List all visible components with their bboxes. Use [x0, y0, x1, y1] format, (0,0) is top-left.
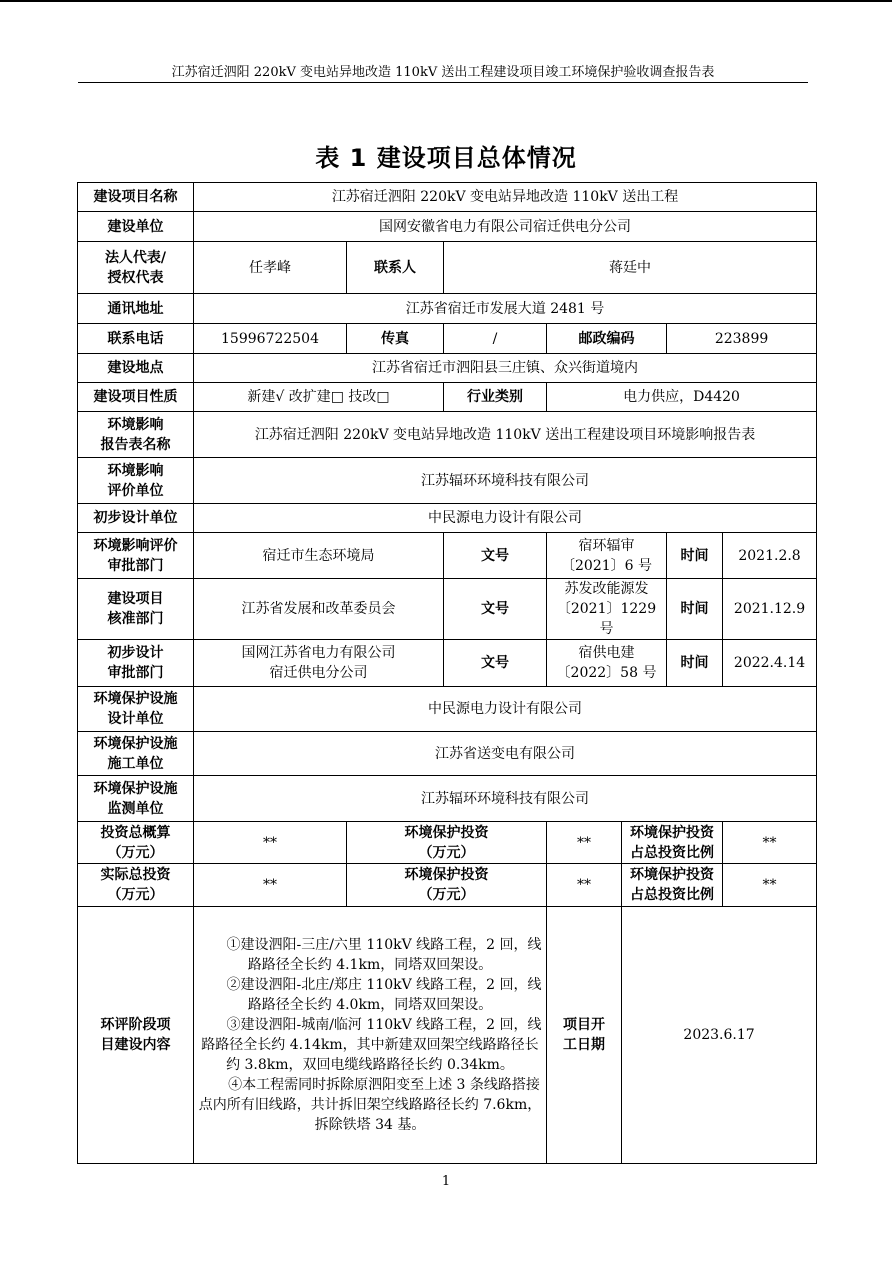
design-approval-label-line2: 审批部门: [107, 665, 164, 681]
legal-rep-label: [78, 242, 194, 294]
eia-approval-doc-label: 文号: [444, 533, 547, 579]
project-approval-value: 江苏省发展和改革委员会: [194, 579, 444, 640]
eia-report-label: [78, 412, 194, 458]
budget-env-label: [347, 822, 547, 864]
content-item-4: ④本工程需同时拆除原泗阳变至上述 3 条线路搭接点内所有旧线路，共计拆旧架空线路路径长约 7.6km，拆除铁塔 34 基。: [198, 1077, 542, 1133]
env-construction-label-line2: 施工单位: [107, 755, 164, 772]
industry-value: 电力供应，D4420: [547, 383, 817, 412]
row-design-approval: [78, 640, 817, 687]
design-approval-value-line1: 国网江苏省电力有限公司: [241, 645, 396, 661]
env-construction-label-line1: 环境保护设施: [93, 735, 178, 752]
design-approval-value: [194, 640, 444, 687]
industry-label: 行业类别: [444, 383, 547, 412]
budget-env-label-line2: （万元）: [418, 844, 475, 861]
start-date-label: [547, 907, 622, 1164]
content-label-line2: 目建设内容: [100, 1037, 171, 1053]
row-env-construction: [78, 732, 817, 776]
budget-value: **: [194, 822, 347, 864]
actual-env-label-line1: 环境保护投资: [404, 867, 489, 883]
row-legal-rep: [78, 242, 817, 294]
row-prelim-design: [78, 504, 817, 533]
eia-approval-label-line2: 审批部门: [107, 557, 164, 574]
nature-label: 建设项目性质: [78, 383, 194, 412]
env-design-label-line2: 设计单位: [107, 711, 164, 727]
eia-report-value: 江苏宿迁泗阳 220kV 变电站异地改造 110kV 送出工程建设项目环境影响报告表: [194, 412, 817, 458]
legal-rep-label-line1: 法人代表/: [104, 249, 167, 266]
nature-value: 新建√ 改扩建□ 技改□: [194, 383, 444, 412]
contact-value: 蒋廷中: [444, 242, 817, 294]
project-approval-doc-value: 苏发改能源发〔2021〕1229 号: [547, 579, 667, 640]
env-design-value: 中民源电力设计有限公司: [194, 687, 817, 732]
design-approval-doc-value: 宿供电建〔2022〕58 号: [547, 640, 667, 687]
eia-approval-label-line1: 环境影响评价: [93, 537, 178, 554]
row-budget: [78, 822, 817, 864]
content-item-2: ②建设泗阳-北庄/郑庄 110kV 线路工程，2 回，线路路径全长约 4.0km，同塔双回架设。: [226, 977, 542, 1013]
budget-ratio-label-line1: 环境保护投资: [630, 824, 714, 841]
budget-label-line2: （万元）: [107, 844, 164, 861]
prelim-design-value: 中民源电力设计有限公司: [194, 504, 817, 533]
design-approval-label-line1: 初步设计: [107, 645, 164, 661]
eia-report-label-line2: 报告表名称: [100, 436, 171, 453]
project-overview-table: [77, 182, 817, 1164]
start-date-label-line1: 项目开: [563, 1017, 605, 1033]
actual-ratio-label-line1: 环境保护投资: [630, 867, 714, 883]
row-eia-report: [78, 412, 817, 458]
eia-approval-time-value: 2021.2.8: [723, 533, 817, 579]
header-rule: [78, 82, 808, 83]
env-construction-label: [78, 732, 194, 776]
row-project-name: [78, 183, 817, 212]
builder-label: 建设单位: [78, 212, 194, 242]
env-monitoring-value: 江苏辐环环境科技有限公司: [194, 776, 817, 822]
env-construction-value: 江苏省送变电有限公司: [194, 732, 817, 776]
env-monitoring-label-line1: 环境保护设施: [93, 780, 178, 797]
eia-unit-label-line1: 环境影响: [107, 462, 164, 479]
legal-rep-value: 任孝峰: [194, 242, 347, 294]
start-date-label-line2: 工日期: [563, 1037, 605, 1053]
eia-unit-value: 江苏辐环环境科技有限公司: [194, 458, 817, 504]
env-monitoring-label-line2: 监测单位: [107, 800, 164, 817]
budget-env-value: **: [547, 822, 622, 864]
actual-env-label-line2: （万元）: [418, 887, 475, 903]
location-value: 江苏省宿迁市泗阳县三庄镇、众兴街道境内: [194, 354, 817, 383]
budget-ratio-label: [622, 822, 723, 864]
row-actual: [78, 864, 817, 907]
running-header: 江苏宿迁泗阳 220kV 变电站异地改造 110kV 送出工程建设项目竣工环境保护验收调查报告表: [171, 65, 715, 80]
row-project-approval: [78, 579, 817, 640]
fax-value: /: [444, 324, 547, 354]
design-approval-value-line2: 宿迁供电分公司: [269, 665, 368, 681]
eia-approval-value: 宿迁市生态环境局: [194, 533, 444, 579]
actual-ratio-value: **: [723, 864, 817, 907]
actual-label: [78, 864, 194, 907]
page-number: 1: [441, 1174, 451, 1189]
design-approval-doc-label: 文号: [444, 640, 547, 687]
fax-label: 传真: [347, 324, 444, 354]
address-label: 通讯地址: [78, 294, 194, 324]
project-name-value: 江苏宿迁泗阳 220kV 变电站异地改造 110kV 送出工程: [194, 183, 817, 212]
design-approval-time-label: 时间: [667, 640, 723, 687]
actual-ratio-label: [622, 864, 723, 907]
project-approval-time-label: 时间: [667, 579, 723, 640]
budget-label-line1: 投资总概算: [100, 824, 171, 841]
design-approval-label: [78, 640, 194, 687]
budget-label: [78, 822, 194, 864]
postcode-value: 223899: [667, 324, 817, 354]
env-design-label-line1: 环境保护设施: [93, 691, 178, 707]
eia-approval-doc-value: 宿环辐审〔2021〕6 号: [547, 533, 667, 579]
row-build-content: [78, 907, 817, 1164]
design-approval-time-value: 2022.4.14: [723, 640, 817, 687]
eia-unit-label: [78, 458, 194, 504]
location-label: 建设地点: [78, 354, 194, 383]
budget-env-label-line1: 环境保护投资: [404, 824, 489, 841]
eia-report-label-line1: 环境影响: [107, 416, 164, 433]
top-border-line: [0, 0, 892, 2]
actual-label-line1: 实际总投资: [100, 867, 171, 883]
row-eia-approval: [78, 533, 817, 579]
project-approval-doc-label: 文号: [444, 579, 547, 640]
phone-label: 联系电话: [78, 324, 194, 354]
actual-value: **: [194, 864, 347, 907]
address-value: 江苏省宿迁市发展大道 2481 号: [194, 294, 817, 324]
project-approval-time-value: 2021.12.9: [723, 579, 817, 640]
row-builder: [78, 212, 817, 242]
eia-approval-time-label: 时间: [667, 533, 723, 579]
project-name-label: 建设项目名称: [78, 183, 194, 212]
project-approval-label-line2: 核准部门: [107, 611, 164, 627]
legal-rep-label-line2: 授权代表: [107, 269, 164, 286]
row-phone: [78, 324, 817, 354]
actual-env-label: [347, 864, 547, 907]
row-nature: [78, 383, 817, 412]
start-date-value: 2023.6.17: [622, 907, 817, 1164]
eia-unit-label-line2: 评价单位: [107, 482, 164, 499]
content-item-1: ①建设泗阳-三庄/六里 110kV 线路工程，2 回，线路路径全长约 4.1km，同塔双回架设。: [226, 937, 542, 973]
row-location: [78, 354, 817, 383]
content-label-line1: 环评阶段项: [100, 1017, 171, 1033]
actual-env-value: **: [547, 864, 622, 907]
env-monitoring-label: [78, 776, 194, 822]
project-approval-label-line1: 建设项目: [107, 591, 164, 607]
budget-ratio-value: **: [723, 822, 817, 864]
project-approval-label: [78, 579, 194, 640]
phone-value: 15996722504: [194, 324, 347, 354]
row-env-design: [78, 687, 817, 732]
content-text: [194, 907, 547, 1164]
builder-value: 国网安徽省电力有限公司宿迁供电分公司: [194, 212, 817, 242]
content-label: [78, 907, 194, 1164]
row-address: [78, 294, 817, 324]
row-eia-unit: [78, 458, 817, 504]
actual-ratio-label-line2: 占总投资比例: [630, 887, 714, 903]
contact-label: 联系人: [347, 242, 444, 294]
row-env-monitoring: [78, 776, 817, 822]
env-design-label: [78, 687, 194, 732]
content-item-3: ③建设泗阳-城南/临河 110kV 线路工程，2 回，线路路径全长约 4.14km，其中新建双回架空线路路径长约 3.8km，双回电缆线路路径长约 0.34km。: [201, 1017, 542, 1073]
prelim-design-label: 初步设计单位: [78, 504, 194, 533]
eia-approval-label: [78, 533, 194, 579]
postcode-label: 邮政编码: [547, 324, 667, 354]
actual-label-line2: （万元）: [107, 887, 164, 903]
budget-ratio-label-line2: 占总投资比例: [630, 844, 714, 861]
table-title: 表 1 建设项目总体情况: [315, 144, 577, 172]
